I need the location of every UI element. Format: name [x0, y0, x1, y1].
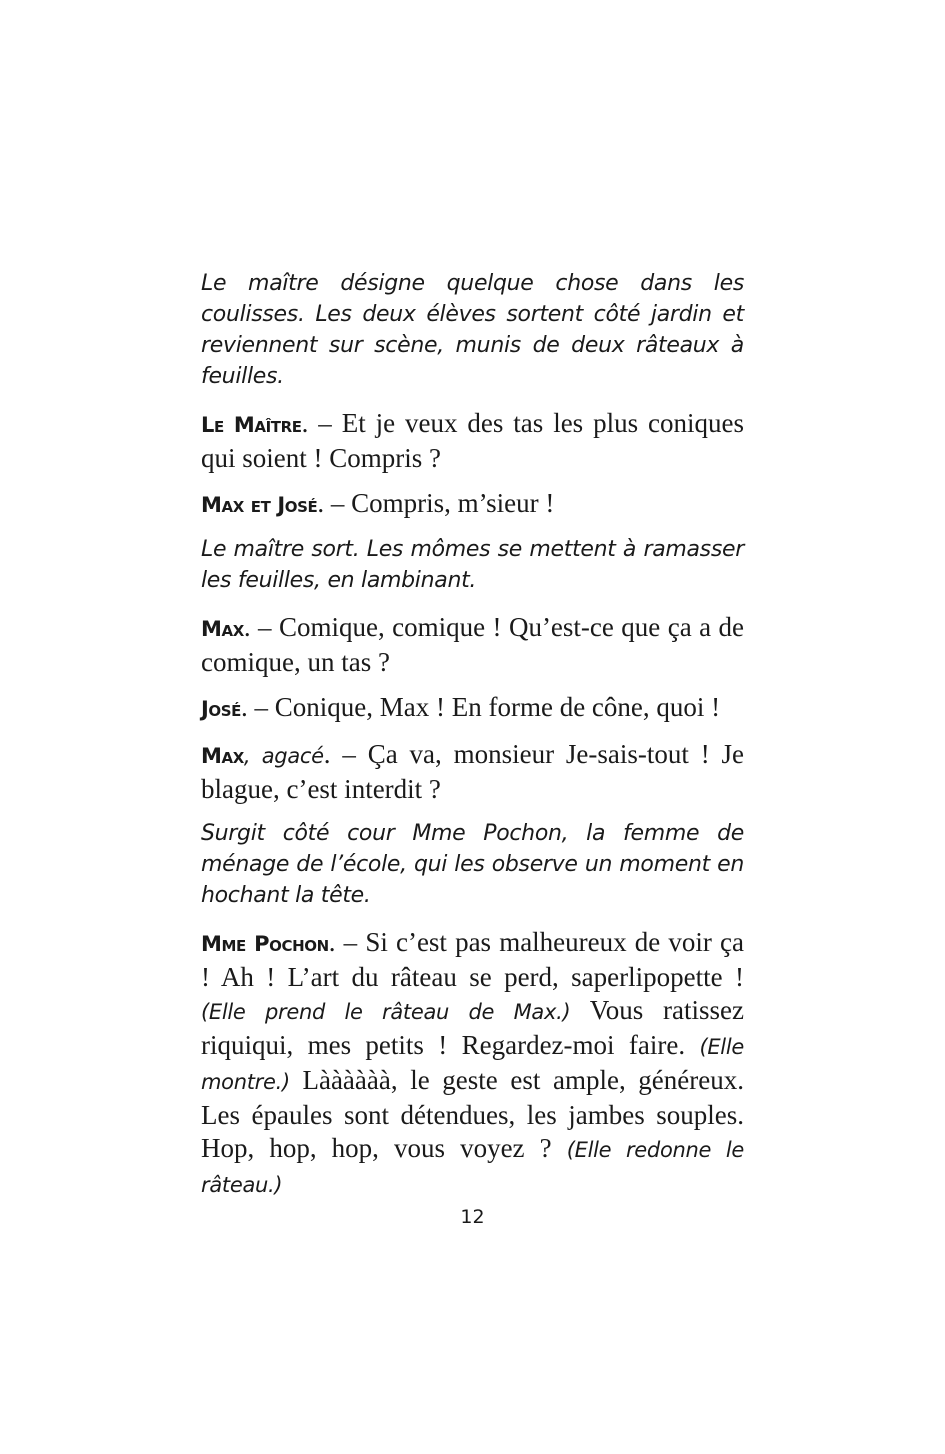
inline-direction: (Elle redonne le râteau.)	[201, 1138, 744, 1197]
stage-direction: Le maître sort. Les mômes se mettent à ramasser les feuilles, en lambinant.	[201, 537, 744, 593]
page-body	[201, 268, 744, 1214]
dialogue-text: Vous ratissez riquiqui, mes petits ! Regardez-moi faire.	[201, 995, 744, 1060]
speaker-name: Max et José	[201, 493, 318, 517]
dialogue-line	[201, 738, 744, 806]
stage-direction: Surgit côté cour Mme Pochon, la femme de ménage de l’école, qui les observe un moment en hochant la tête.	[201, 821, 744, 908]
speaker-name: Le Maître	[201, 413, 302, 437]
dialogue-text: Si c’est pas malheureux de voir ça ! Ah ! L’art du râteau se perd, saperlipopette !	[201, 927, 744, 992]
inline-direction: (Elle montre.)	[201, 1035, 744, 1094]
dialogue-text: Compris, m’sieur !	[351, 488, 555, 518]
dialogue-line	[201, 691, 744, 726]
inline-direction: agacé	[261, 744, 324, 768]
speaker-name: José	[201, 697, 242, 721]
dialogue-text: Ça va, monsieur Je-sais-tout ! Je blague, c’est interdit ?	[201, 739, 745, 804]
separator: . –	[243, 612, 279, 642]
separator: ,	[243, 744, 262, 768]
page-number: 12	[460, 1206, 485, 1228]
stage-direction: Le maître désigne quelque chose dans les coulisses. Les deux élèves sortent côté jardin et reviennent sur scène, munis de deux râteaux à feuilles.	[201, 271, 744, 389]
dialogue-line	[201, 611, 744, 679]
separator: . –	[317, 488, 352, 518]
dialogue-text: Conique, Max ! En forme de cône, quoi !	[274, 692, 721, 722]
inline-direction: (Elle prend le râteau de Max.)	[201, 1000, 571, 1024]
separator: . –	[323, 739, 368, 769]
separator: . –	[241, 692, 275, 722]
separator: . –	[301, 408, 342, 438]
dialogue-line	[201, 407, 744, 475]
speaker-name: Max	[201, 617, 244, 641]
dialogue-line	[201, 926, 744, 1202]
dialogue-text: Comique, comique ! Qu’est-ce que ça a de comique, un tas ?	[201, 612, 744, 677]
dialogue-text: Làààààà, le geste est ample, généreux. Les épaules sont détendues, les jambes souples. Hop, hop, hop, vous voyez ?	[201, 1065, 744, 1163]
speaker-name: Max	[201, 744, 244, 768]
separator: . –	[328, 927, 366, 957]
dialogue-text: Et je veux des tas les plus coniques qui soient ! Compris ?	[201, 408, 744, 473]
dialogue-line	[201, 487, 744, 522]
speaker-name: Mme Pochon	[201, 932, 329, 956]
